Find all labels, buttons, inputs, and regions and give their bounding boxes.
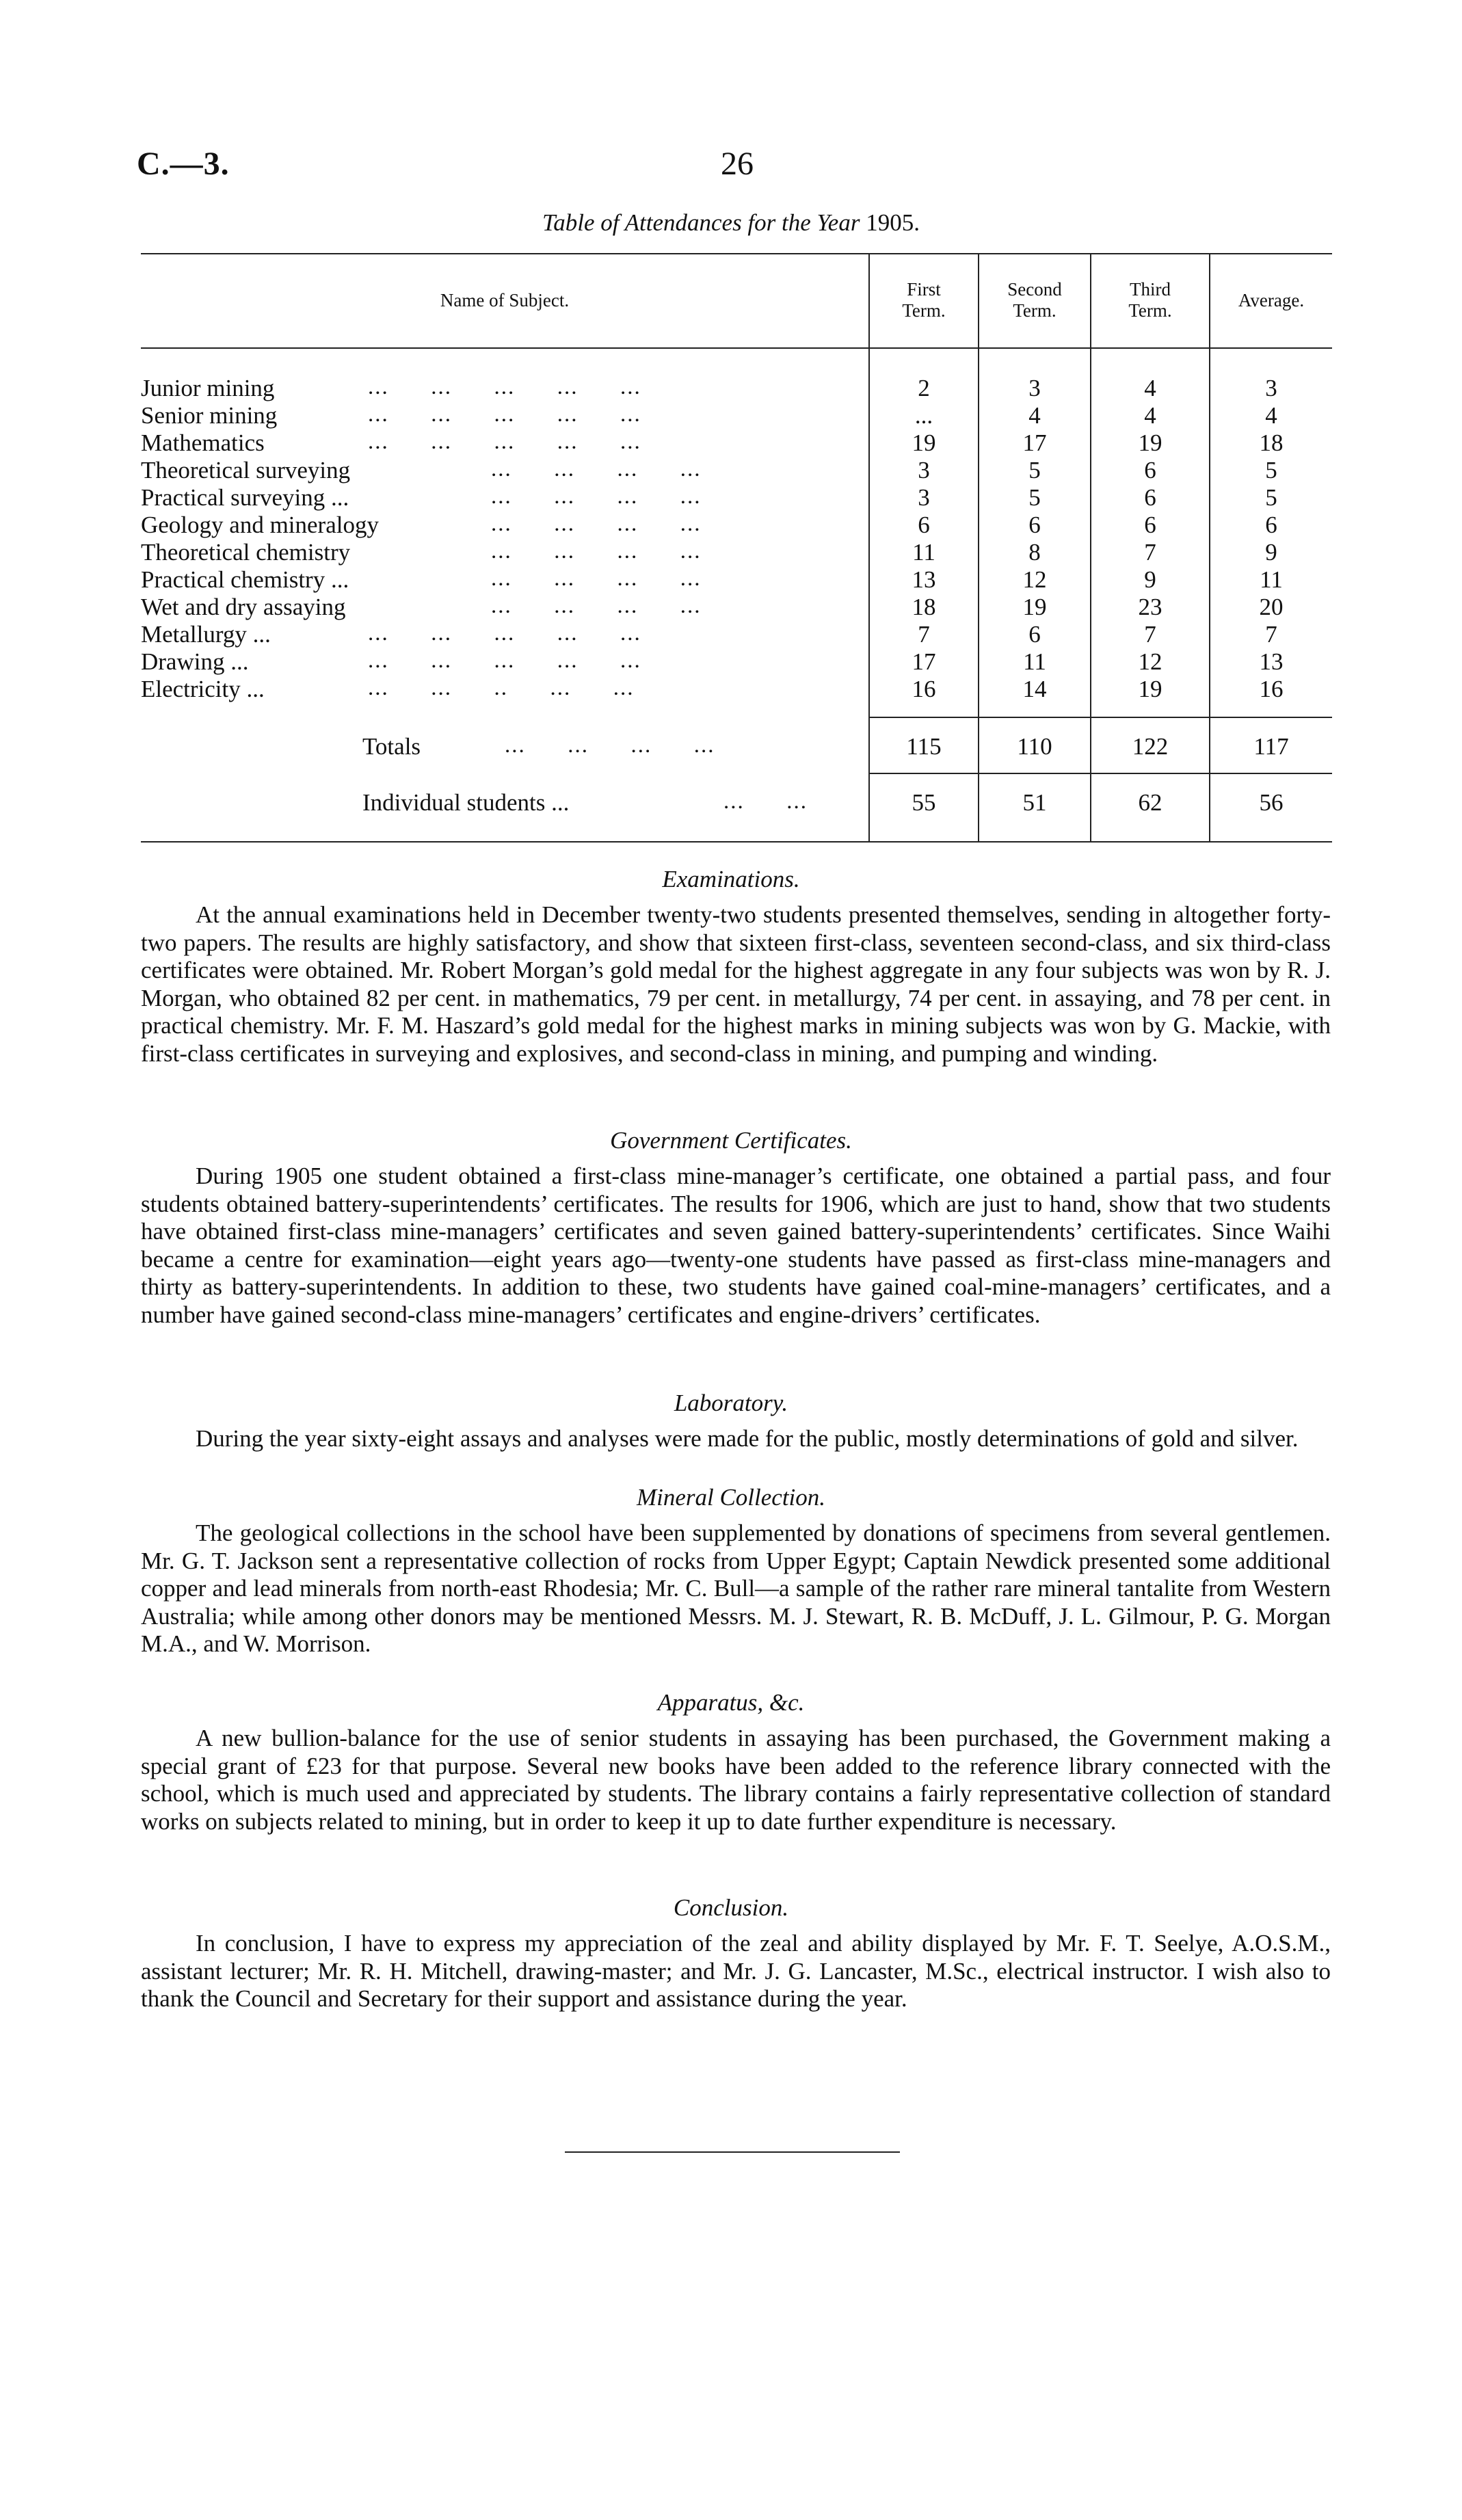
- cell-first-term: 19: [912, 429, 936, 456]
- table-bottom-rule: [141, 841, 1332, 843]
- table-top-rule: [141, 253, 1332, 254]
- row-subject: Theoretical chemistry: [141, 539, 351, 566]
- row-leader: ... ... ... ... ...: [368, 648, 641, 673]
- paragraph: During 1905 one student obtained a first-class mine-manager’s certificate, one obtained a partial pass, and four students obtained battery-superintendents’ certificates. The results for 1906, which are just to hand, show that two students have obtained first-class mine-managers’ certificates and seven gained battery-superintendents’ certificates. Since Waihi became a centre for examination—eight years ago—twenty-one students have passed as first-class mine-managers and thirty as battery-superintendents. In addition to these, two students have gained coal-mine-managers’ certificates, and a number have gained second-class mine-managers’ certificates and engine-drivers’ certificates.: [141, 1163, 1331, 1328]
- cell-second-term: 6: [1028, 512, 1041, 538]
- cell-third-term: 62: [1138, 789, 1162, 816]
- cell-second-term: 19: [1022, 594, 1047, 620]
- cell-average: 16: [1259, 676, 1284, 702]
- section-body-examinations: [141, 901, 1331, 1067]
- column-header-line: Term.: [902, 300, 946, 321]
- row-leader: ... ... ... ... ...: [368, 429, 641, 454]
- section-heading-apparatus: Apparatus, &c.: [657, 1689, 805, 1716]
- row-leader: ... ... ... ...: [491, 594, 702, 618]
- row-subject: Practical chemistry ...: [141, 566, 349, 593]
- row-leader: ... ... .. ... ...: [368, 676, 635, 700]
- cell-first-term: 17: [912, 648, 936, 675]
- row-subject: Mathematics: [141, 429, 265, 456]
- cell-third-term: 12: [1138, 648, 1162, 675]
- column-header-second: [979, 279, 1090, 321]
- table-title-text: Table of Attendances for the Year: [542, 209, 860, 236]
- cell-second-term: 110: [1017, 733, 1052, 760]
- cell-first-term: 7: [918, 621, 930, 648]
- row-leader: ... ...: [723, 789, 808, 814]
- cell-third-term: 122: [1132, 733, 1169, 760]
- cell-average: 11: [1260, 566, 1283, 593]
- individual-rule: [868, 773, 1332, 774]
- cell-first-term: 3: [918, 484, 930, 511]
- cell-second-term: 5: [1028, 484, 1041, 511]
- totals-rule: [868, 717, 1332, 718]
- column-header-line: Third: [1130, 279, 1171, 300]
- cell-average: 18: [1259, 429, 1284, 456]
- table-title: [0, 209, 1462, 237]
- totals-label: Totals: [362, 733, 421, 760]
- section-body-laboratory: [141, 1425, 1331, 1453]
- row-subject: Senior mining: [141, 402, 278, 429]
- cell-average: 13: [1259, 648, 1284, 675]
- row-leader: ... ... ... ...: [491, 539, 702, 563]
- cell-second-term: 3: [1028, 375, 1041, 401]
- column-header-line: Term.: [1128, 300, 1172, 321]
- section-body-mineral-collection: [141, 1520, 1331, 1658]
- cell-third-term: 19: [1138, 676, 1162, 702]
- cell-first-term: 11: [912, 539, 935, 566]
- row-subject: Wet and dry assaying: [141, 594, 346, 620]
- paragraph: During the year sixty-eight assays and analyses were made for the public, mostly determinations of gold and silver.: [196, 1425, 1299, 1452]
- cell-second-term: 14: [1022, 676, 1047, 702]
- table-title-year: 1905.: [866, 209, 920, 236]
- cell-third-term: 7: [1144, 621, 1156, 648]
- cell-first-term: 6: [918, 512, 930, 538]
- cell-third-term: 6: [1144, 512, 1156, 538]
- section-heading-government-certificates: Government Certificates.: [610, 1127, 852, 1154]
- row-leader: ... ... ... ...: [491, 484, 702, 509]
- row-leader: ... ... ... ...: [491, 457, 702, 481]
- cell-average: 3: [1265, 375, 1277, 401]
- page-number: 26: [721, 146, 754, 182]
- column-header-line: First: [907, 279, 941, 300]
- table-header-rule: [141, 347, 1332, 349]
- cell-third-term: 23: [1138, 594, 1162, 620]
- cell-average: 4: [1265, 402, 1277, 429]
- paragraph: A new bullion-balance for the use of senior students in assaying has been purchased, the Government making a special grant of £23 for that purpose. Several new books have been added to the reference library connected with the school, which is much used and appreciated by students. The library contains a fairly representative collection of standard works on subjects related to mining, but in order to keep it up to date further expenditure is necessary.: [141, 1725, 1331, 1835]
- section-body-government-certificates: [141, 1163, 1331, 1329]
- cell-third-term: 19: [1138, 429, 1162, 456]
- cell-second-term: 11: [1023, 648, 1046, 675]
- cell-third-term: 9: [1144, 566, 1156, 593]
- cell-average: 9: [1265, 539, 1277, 566]
- column-header-subject: Name of Subject.: [440, 290, 570, 310]
- row-leader: ... ... ... ...: [505, 733, 715, 758]
- row-subject: Geology and mineralogy: [141, 512, 379, 538]
- column-header-first: [870, 279, 978, 321]
- row-subject: Practical surveying ...: [141, 484, 349, 511]
- row-leader: ... ... ... ... ...: [368, 621, 641, 646]
- row-leader: ... ... ... ...: [491, 566, 702, 591]
- row-subject: Electricity ...: [141, 676, 265, 702]
- cell-average: 5: [1265, 457, 1277, 483]
- cell-third-term: 7: [1144, 539, 1156, 566]
- cell-average: 20: [1259, 594, 1284, 620]
- cell-average: 7: [1265, 621, 1277, 648]
- end-rule: [565, 2151, 900, 2153]
- cell-first-term: 3: [918, 457, 930, 483]
- cell-second-term: 17: [1022, 429, 1047, 456]
- cell-third-term: 6: [1144, 484, 1156, 511]
- cell-average: 117: [1253, 733, 1289, 760]
- column-header-third: [1091, 279, 1209, 321]
- row-subject: Junior mining: [141, 375, 275, 401]
- cell-average: 56: [1259, 789, 1284, 816]
- column-header-line: Term.: [1013, 300, 1056, 321]
- individual-students-label: Individual students ...: [362, 789, 570, 816]
- cell-third-term: 4: [1144, 402, 1156, 429]
- row-leader: ... ... ... ... ...: [368, 402, 641, 427]
- section-heading-laboratory: Laboratory.: [674, 1390, 788, 1416]
- paragraph: At the annual examinations held in December twenty-two students presented themselves, sending in altogether forty-two papers. The results are highly satisfactory, and show that sixteen first-class, seventeen second-class, and six third-class certificates were obtained. Mr. Robert Morgan’s gold medal for the highest aggregate in any four subjects was won by R. J. Morgan, who obtained 82 per cent. in mathematics, 79 per cent. in metallurgy, 74 per cent. in assaying, and 78 per cent. in practical chemistry. Mr. F. M. Haszard’s gold medal for the highest marks in mining subjects was won by G. Mackie, with first-class certificates in surveying and explosives, and second-class in mining, and pumping and winding.: [141, 901, 1331, 1067]
- column-header-average: Average.: [1238, 290, 1305, 310]
- row-leader: ... ... ... ...: [491, 512, 702, 536]
- cell-second-term: 51: [1022, 789, 1047, 816]
- cell-second-term: 4: [1028, 402, 1041, 429]
- cell-first-term: 2: [918, 375, 930, 401]
- cell-first-term: 115: [906, 733, 942, 760]
- cell-third-term: 6: [1144, 457, 1156, 483]
- column-header-line: Second: [1007, 279, 1062, 300]
- document-code: C.—3.: [137, 146, 230, 182]
- section-heading-mineral-collection: Mineral Collection.: [636, 1484, 826, 1511]
- row-leader: ... ... ... ... ...: [368, 375, 641, 399]
- cell-second-term: 12: [1022, 566, 1047, 593]
- section-body-apparatus: [141, 1725, 1331, 1835]
- cell-second-term: 6: [1028, 621, 1041, 648]
- cell-second-term: 8: [1028, 539, 1041, 566]
- cell-average: 6: [1265, 512, 1277, 538]
- cell-first-term: ...: [914, 402, 933, 429]
- cell-first-term: 13: [912, 566, 936, 593]
- paragraph: In conclusion, I have to express my appreciation of the zeal and ability displayed by Mr. F. T. Seelye, A.O.S.M., assistant lecturer; Mr. R. H. Mitchell, drawing-master; and Mr. J. G. Lancaster, M.Sc., electrical instructor. I wish also to thank the Council and Secretary for their support and assistance during the year.: [141, 1930, 1331, 2012]
- row-subject: Metallurgy ...: [141, 621, 271, 648]
- section-heading-conclusion: Conclusion.: [673, 1894, 789, 1921]
- cell-third-term: 4: [1144, 375, 1156, 401]
- cell-first-term: 18: [912, 594, 936, 620]
- section-body-conclusion: [141, 1930, 1331, 2013]
- row-subject: Theoretical surveying: [141, 457, 351, 483]
- cell-second-term: 5: [1028, 457, 1041, 483]
- cell-first-term: 55: [912, 789, 936, 816]
- paragraph: The geological collections in the school have been supplemented by donations of specimens from several gentlemen. Mr. G. T. Jackson sent a representative collection of rocks from Upper Egypt; Captain Newdick presented some additional copper and lead minerals from north-east Rhodesia; Mr. C. Bull—a sample of the rather rare mineral tantalite from Western Australia; while among other donors may be mentioned Messrs. M. J. Stewart, R. B. McDuff, J. L. Gilmour, P. G. Morgan M.A., and W. Morrison.: [141, 1520, 1331, 1657]
- cell-first-term: 16: [912, 676, 936, 702]
- row-subject: Drawing ...: [141, 648, 249, 675]
- cell-average: 5: [1265, 484, 1277, 511]
- section-heading-examinations: Examinations.: [662, 866, 800, 892]
